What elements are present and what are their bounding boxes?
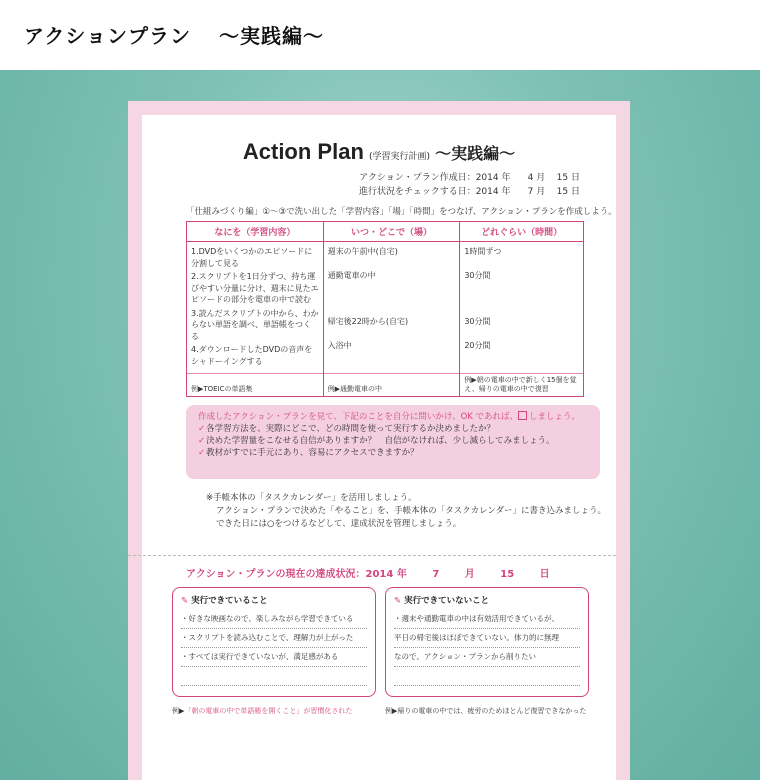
check-item-text: 教材がすでに手元にあり、容易にアクセスできますか？ (206, 448, 419, 458)
page-title-main: アクションプラン (24, 24, 191, 48)
where-item-1: 週末の午前中(自宅) (327, 247, 398, 256)
note-3: できた日には○をつけるなどして、達成状況を管理しましょう。 (216, 519, 462, 529)
check-month: 7 (527, 187, 534, 197)
done-title-text: 実行できていること (191, 596, 268, 606)
done-line-2[interactable]: ・スクリプトを読み込むことで、理解力が上がった (181, 629, 367, 648)
doc-title-en: Action Plan (242, 139, 364, 164)
doc-title-jp: ～実践編～ (435, 144, 516, 163)
checkmark-icon: ✓ (198, 436, 206, 446)
doc-title-sub: (学習実行計画) (368, 152, 431, 162)
what-item-2: 2.スクリプトを1日分ずつ、持ち運びやすい分量に分け、週末に見たエピソードの部分を電車の中で読む (191, 272, 319, 304)
intro-text: 「仕組みづくり編」①～③で洗い出した「学習内容」「場」「時間」をつなげ、アクション・プランを作成しよう。 (186, 207, 617, 217)
not-done-line-4[interactable] (394, 667, 580, 686)
page-title-sub: ～実践編～ (219, 24, 324, 48)
where-cell (323, 242, 460, 374)
background-stage (0, 70, 760, 780)
what-item-4: 4.ダウンロードしたDVDの音声をシャドーイングする (191, 345, 313, 366)
not-done-box (385, 587, 589, 697)
not-done-title-text: 実行できていないこと (404, 596, 490, 606)
where-item-3: 帰宅後22時から(自宅) (327, 317, 409, 326)
spacer (328, 281, 456, 304)
done-line-4[interactable] (181, 667, 367, 686)
status-month: 7 (432, 569, 440, 580)
not-done-title (394, 594, 580, 606)
table-row (187, 242, 584, 374)
status-heading (186, 565, 550, 580)
calendar-notes (206, 492, 606, 531)
status-month-unit: 月 (464, 569, 475, 580)
check-item-1[interactable] (198, 423, 588, 435)
done-example (172, 706, 352, 716)
created-month-unit: 月 (536, 173, 546, 183)
done-example-text: 「朝の電車の中で単語帳を開くこと」が習慣化された (184, 707, 353, 715)
planner-sheet (128, 101, 630, 780)
where-item-4: 入浴中 (327, 340, 352, 350)
check-label: 進行状況をチェックする日：2014 年 (358, 187, 511, 197)
check-day-unit: 日 (570, 187, 580, 197)
created-day-unit: 日 (570, 173, 580, 183)
where-item-2: 通勤電車の中 (327, 270, 376, 280)
how-long-cell (460, 242, 584, 374)
spacer (328, 328, 456, 340)
how-long-item-3: 30分間 (464, 317, 491, 326)
check-date-row (359, 185, 580, 199)
done-title (181, 594, 367, 606)
what-item-3: 3.読んだスクリプトの中から、わからない単語を調べ、単語帳をつくる (191, 308, 319, 341)
done-box (172, 587, 376, 697)
how-long-item-1: 1時間ずつ (464, 247, 502, 256)
doc-title (142, 139, 616, 165)
example-prefix: 例▶ (172, 707, 185, 715)
note-2: アクション・プランで決めた「やること」を、手帳本体の「タスクカレンダー」に書き込みましょう。 (216, 506, 607, 516)
header-how-long: どれぐらい（時間） (460, 222, 584, 242)
self-check-lead-text: 作成したアクション・プランを見て、下記のことを自分に問いかけ、OK であれば、 (198, 412, 519, 422)
example-row (187, 374, 584, 397)
check-item-text: 各学習方法を、実際にどこで、どの時間を使って実行するか決めましたか？ (206, 424, 495, 434)
created-label: アクション・プラン作成日：2014 年 (359, 173, 511, 183)
not-done-line-1[interactable]: ・週末や通勤電車の中は有効活用できているが、 (394, 610, 580, 629)
check-item-3[interactable] (198, 447, 588, 459)
spacer (464, 258, 579, 270)
not-done-example (385, 706, 586, 716)
action-plan-table (186, 221, 584, 397)
example-what: 例▶TOEICの単語集 (187, 374, 324, 397)
not-done-example-text: 帰りの電車の中では、疲労のためほとんど復習できなかった (397, 707, 587, 715)
created-date-row (359, 171, 580, 185)
spacer (328, 304, 456, 316)
check-item-2[interactable] (198, 435, 588, 447)
how-long-item-4: 20分間 (464, 340, 491, 350)
done-line-1[interactable]: ・好きな映画なので、楽しみながら学習できている (181, 610, 367, 629)
status-day-unit: 日 (539, 569, 550, 580)
self-check-lead-end: しましょう。 (529, 412, 581, 422)
checkmark-icon: ✓ (198, 424, 206, 434)
dashed-divider (128, 555, 616, 556)
checkmark-icon: ✓ (198, 448, 206, 458)
check-item-text: 決めた学習量をこなせる自信がありますか？ 自信がなければ、少し減らしてみましょう。 (206, 436, 555, 446)
spacer (328, 258, 456, 270)
check-day: 15 (556, 187, 569, 197)
planner-page (142, 115, 616, 780)
what-cell (187, 242, 324, 374)
created-day: 15 (556, 173, 569, 183)
what-item-1: 1.DVDをいくつかのエピソードに分割して見る (191, 247, 313, 268)
example-where: 例▶通勤電車の中 (323, 374, 460, 397)
note-1: ※手帳本体の「タスクカレンダー」を活用しましょう。 (206, 493, 417, 503)
spacer (464, 328, 579, 340)
example-how-long: 例▶朝の電車の中で新しく15個を覚え、帰りの電車の中で復習 (460, 374, 584, 397)
self-check-box (186, 405, 600, 479)
created-month: 4 (527, 173, 534, 183)
how-long-item-2: 30分間 (464, 270, 491, 280)
plan-dates (359, 171, 580, 199)
spacer (464, 304, 579, 316)
header-where: いつ・どこで（場） (323, 222, 460, 242)
pencil-icon: ✎ (181, 596, 189, 606)
page-title (24, 20, 324, 49)
self-check-lead (198, 411, 588, 423)
check-month-unit: 月 (536, 187, 546, 197)
not-done-line-2[interactable]: 平日の帰宅後はほぼできていない。体力的に無理 (394, 629, 580, 648)
checkbox-icon (518, 411, 527, 420)
status-day: 15 (500, 569, 515, 580)
not-done-line-3[interactable]: なので、アクション・プランから削りたい (394, 648, 580, 667)
header-what: なにを（学習内容） (187, 222, 324, 242)
done-line-3[interactable]: ・すべては実行できていないが、満足感がある (181, 648, 367, 667)
status-label: アクション・プランの現在の達成状況：2014 年 (186, 569, 407, 580)
pencil-icon: ✎ (394, 596, 402, 606)
example-prefix: 例▶ (385, 707, 398, 715)
spacer (464, 281, 579, 304)
